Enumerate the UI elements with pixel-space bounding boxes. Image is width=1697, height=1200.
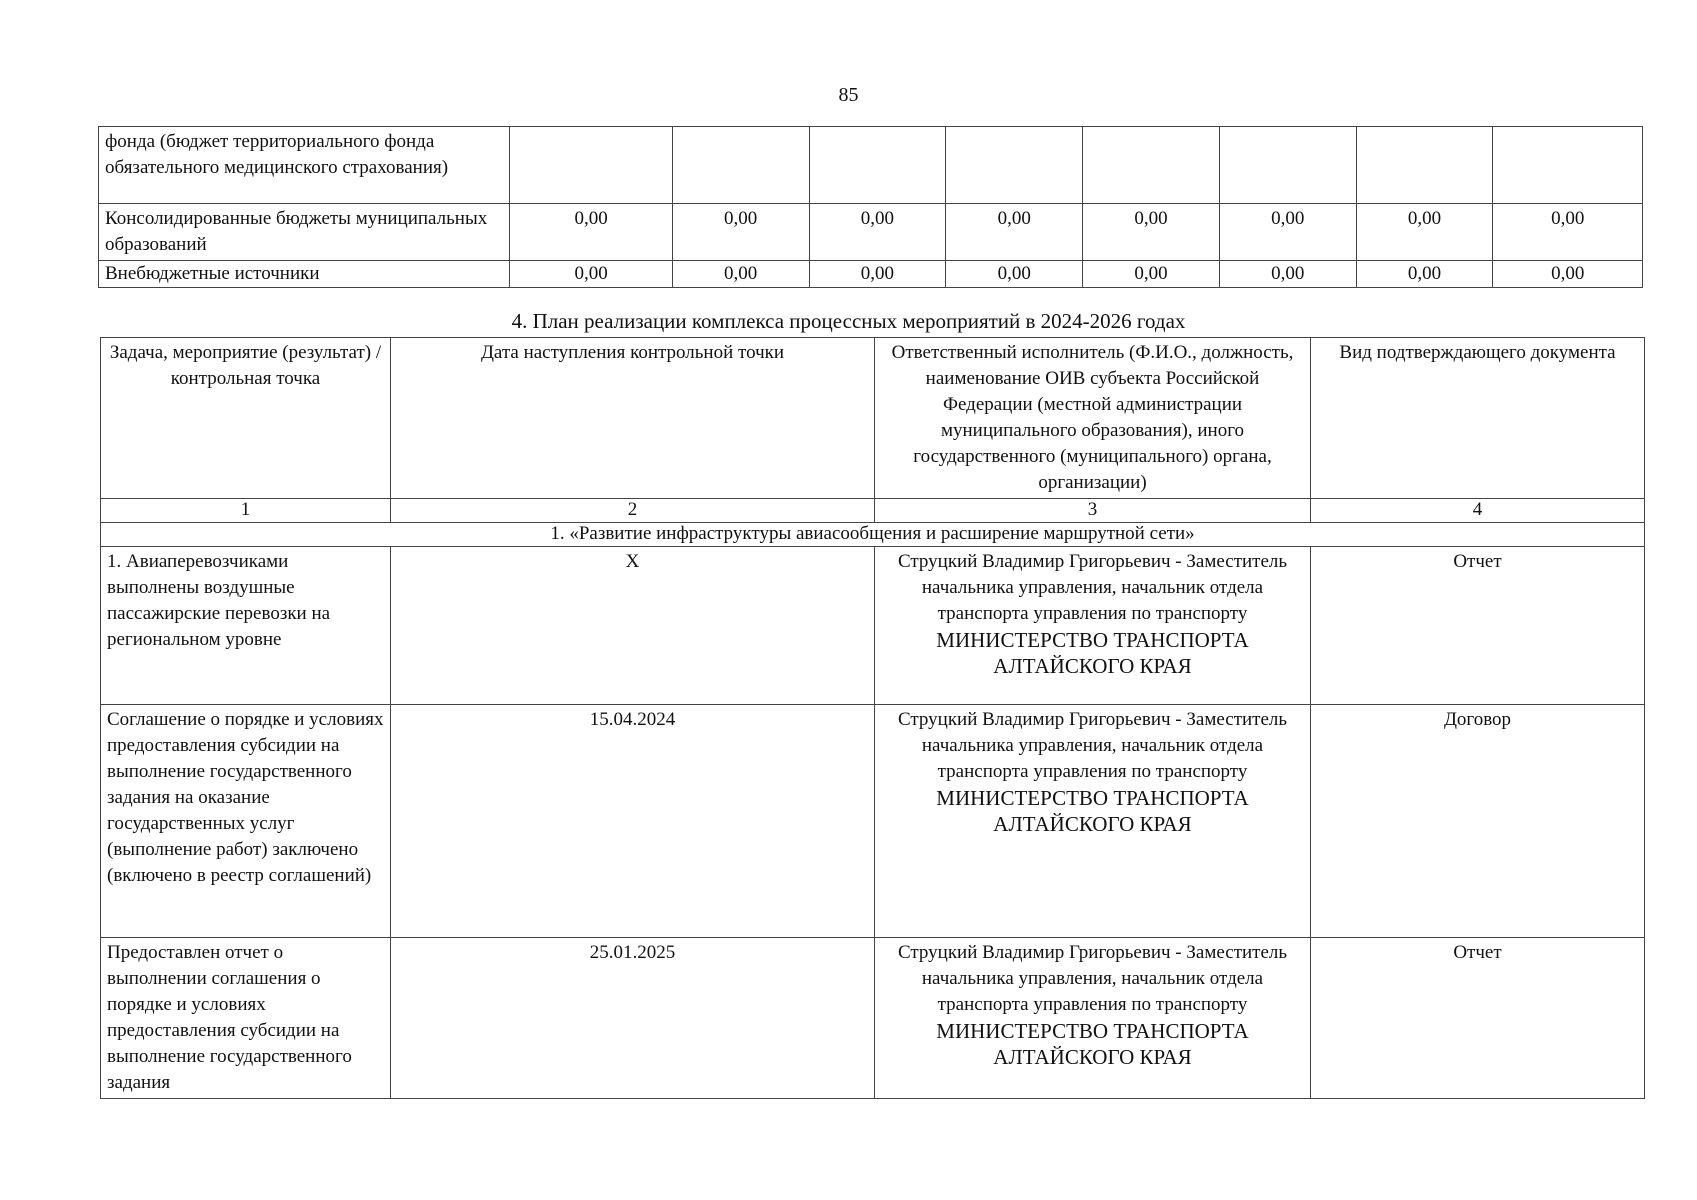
budget-cell: 0,00 xyxy=(1493,261,1643,288)
budget-cell: 0,00 xyxy=(809,204,946,261)
plan-row xyxy=(101,705,1645,938)
plan-date: 15.04.2024 xyxy=(391,705,875,938)
budget-row xyxy=(99,261,1643,288)
plan-organization: МИНИСТЕРСТВО ТРАНСПОРТА АЛТАЙСКОГО КРАЯ xyxy=(936,1019,1249,1069)
budget-cell: 0,00 xyxy=(1493,204,1643,261)
plan-date: 25.01.2025 xyxy=(391,938,875,1099)
budget-cell: 0,00 xyxy=(510,204,672,261)
plan-document: Отчет xyxy=(1311,938,1645,1099)
budget-cell xyxy=(1356,127,1493,204)
budget-cell: 0,00 xyxy=(809,261,946,288)
budget-cell: 0,00 xyxy=(1219,204,1356,261)
plan-row xyxy=(101,938,1645,1099)
header-document: Вид подтверждающего документа xyxy=(1311,338,1645,499)
plan-organization: МИНИСТЕРСТВО ТРАНСПОРТА АЛТАЙСКОГО КРАЯ xyxy=(936,786,1249,836)
budget-cell: 0,00 xyxy=(1083,261,1220,288)
budget-cell xyxy=(510,127,672,204)
budget-cell: 0,00 xyxy=(946,261,1083,288)
header-date: Дата наступления контрольной точки xyxy=(391,338,875,499)
budget-cell xyxy=(809,127,946,204)
budget-table xyxy=(98,126,1643,288)
budget-cell: 0,00 xyxy=(1083,204,1220,261)
budget-cell: 0,00 xyxy=(672,204,809,261)
budget-row xyxy=(99,204,1643,261)
header-responsible: Ответственный исполнитель (Ф.И.О., должность, наименование ОИВ субъекта Российской Федерации (местной администрации муниципального образования), иного государственного (муниципального) органа, организации) xyxy=(875,338,1311,499)
header-task: Задача, мероприятие (результат) / контрольная точка xyxy=(101,338,391,499)
plan-header-row xyxy=(101,338,1645,499)
budget-row-label: Консолидированные бюджеты муниципальных образований xyxy=(99,204,510,261)
column-number: 2 xyxy=(391,499,875,523)
budget-cell: 0,00 xyxy=(510,261,672,288)
plan-task: Соглашение о порядке и условиях предоставления субсидии на выполнение государственного задания на оказание государственных услуг (выполнение работ) заключено (включено в реестр соглашений) xyxy=(101,705,391,938)
plan-task: 1. Авиаперевозчиками выполнены воздушные пассажирские перевозки на региональном уровне xyxy=(101,547,391,705)
plan-task: Предоставлен отчет о выполнении соглашения о порядке и условиях предоставления субсидии на выполнение государственного задания xyxy=(101,938,391,1099)
budget-row-label: Внебюджетные источники xyxy=(99,261,510,288)
column-number: 4 xyxy=(1311,499,1645,523)
column-number: 3 xyxy=(875,499,1311,523)
column-number: 1 xyxy=(101,499,391,523)
plan-date: X xyxy=(391,547,875,705)
budget-cell: 0,00 xyxy=(1356,204,1493,261)
budget-row xyxy=(99,127,1643,204)
budget-cell: 0,00 xyxy=(946,204,1083,261)
plan-row xyxy=(101,547,1645,705)
budget-cell: 0,00 xyxy=(672,261,809,288)
plan-responsible-cell xyxy=(875,547,1311,705)
section-row-title: 1. «Развитие инфраструктуры авиасообщения и расширение маршрутной сети» xyxy=(101,523,1645,547)
budget-row-label: фонда (бюджет территориального фонда обязательного медицинского страхования) xyxy=(99,127,510,204)
plan-responsible-cell xyxy=(875,705,1311,938)
budget-cell xyxy=(1219,127,1356,204)
plan-responsible: Струцкий Владимир Григорьевич - Заместитель начальника управления, начальник отдела транспорта управления по транспорту xyxy=(897,942,1288,1015)
plan-document: Договор xyxy=(1311,705,1645,938)
section-title: 4. План реализации комплекса процессных мероприятий в 2024-2026 годах xyxy=(511,309,1186,333)
budget-cell xyxy=(946,127,1083,204)
section-row xyxy=(101,523,1645,547)
plan-organization: МИНИСТЕРСТВО ТРАНСПОРТА АЛТАЙСКОГО КРАЯ xyxy=(936,628,1249,678)
budget-cell xyxy=(1083,127,1220,204)
budget-cell: 0,00 xyxy=(1356,261,1493,288)
plan-document: Отчет xyxy=(1311,547,1645,705)
budget-cell xyxy=(1493,127,1643,204)
column-number-row xyxy=(101,499,1645,523)
plan-responsible: Струцкий Владимир Григорьевич - Заместитель начальника управления, начальник отдела транспорта управления по транспорту xyxy=(897,709,1288,782)
budget-cell: 0,00 xyxy=(1219,261,1356,288)
plan-table xyxy=(100,337,1645,1099)
plan-responsible-cell xyxy=(875,938,1311,1099)
budget-cell xyxy=(672,127,809,204)
plan-responsible: Струцкий Владимир Григорьевич - Заместитель начальника управления, начальник отдела транспорта управления по транспорту xyxy=(897,551,1288,624)
page-number: 85 xyxy=(838,84,859,106)
